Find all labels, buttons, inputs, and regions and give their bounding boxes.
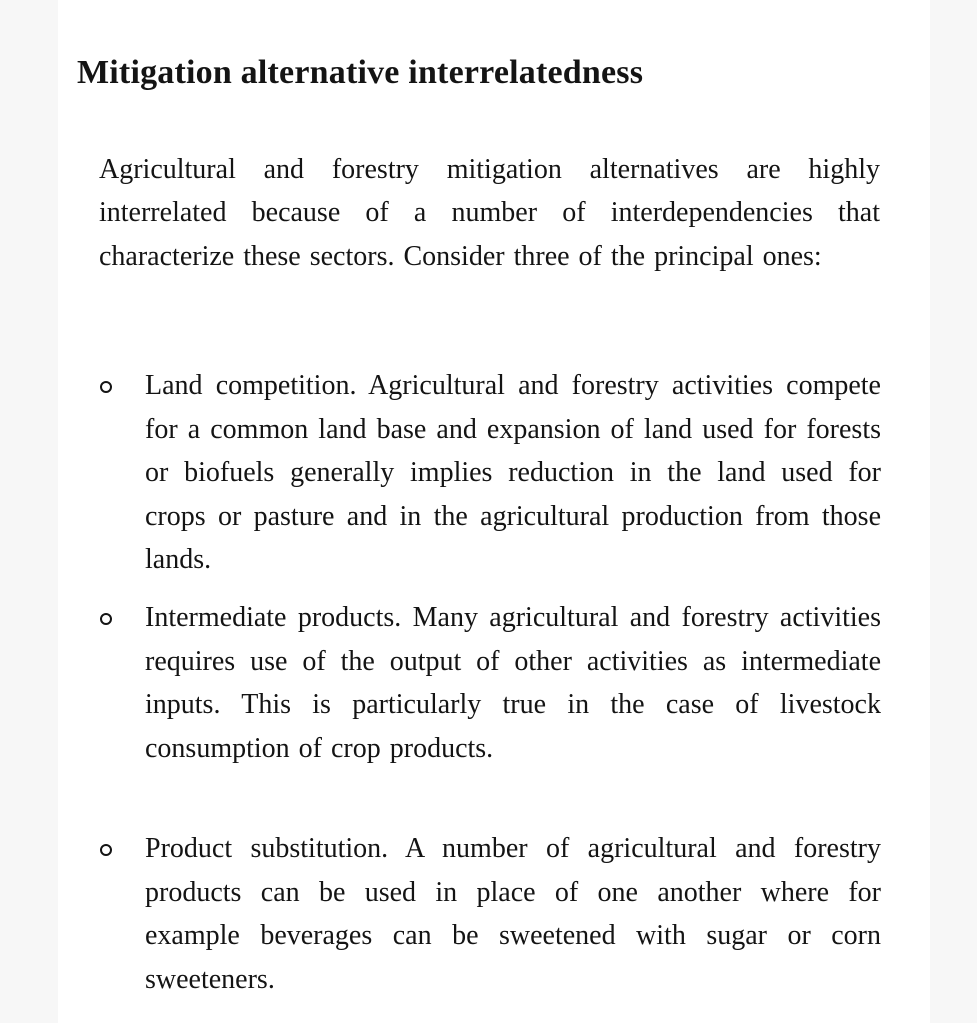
document-page [58, 0, 930, 1023]
bullet-item-intermediate-products [98, 596, 881, 770]
bullet-list [98, 364, 881, 582]
bullet-text: Product substitution. A number of agricultural and forestry products can be used in place of one another where for example beverages can be sweetened with sugar or corn sweeteners. [145, 833, 881, 995]
bullet-marker-icon [100, 381, 112, 393]
bullet-text: Intermediate products. Many agricultural and forestry activities requires use of the output of other activities as intermediate inputs. This is particularly true in the case of livestock consumption of crop products. [145, 602, 881, 764]
bullet-text: Land competition. Agricultural and forestry activities compete for a common land base and expansion of land used for forests or biofuels generally implies reduction in the land used for crops or pasture and in the agricultural production from those lands. [145, 370, 881, 576]
bullet-list [98, 596, 881, 770]
bullet-marker-icon [100, 844, 112, 856]
page-title: Mitigation alternative interrelatedness [77, 54, 644, 91]
bullet-item-product-substitution [98, 827, 881, 1001]
intro-paragraph: Agricultural and forestry mitigation alternatives are highly interrelated because of a number of interdependencies that characterize these sectors. Consider three of the principal ones: [99, 154, 880, 272]
bullet-marker-icon [100, 613, 112, 625]
bullet-list [98, 827, 881, 1001]
bullet-item-land-competition [98, 364, 881, 582]
